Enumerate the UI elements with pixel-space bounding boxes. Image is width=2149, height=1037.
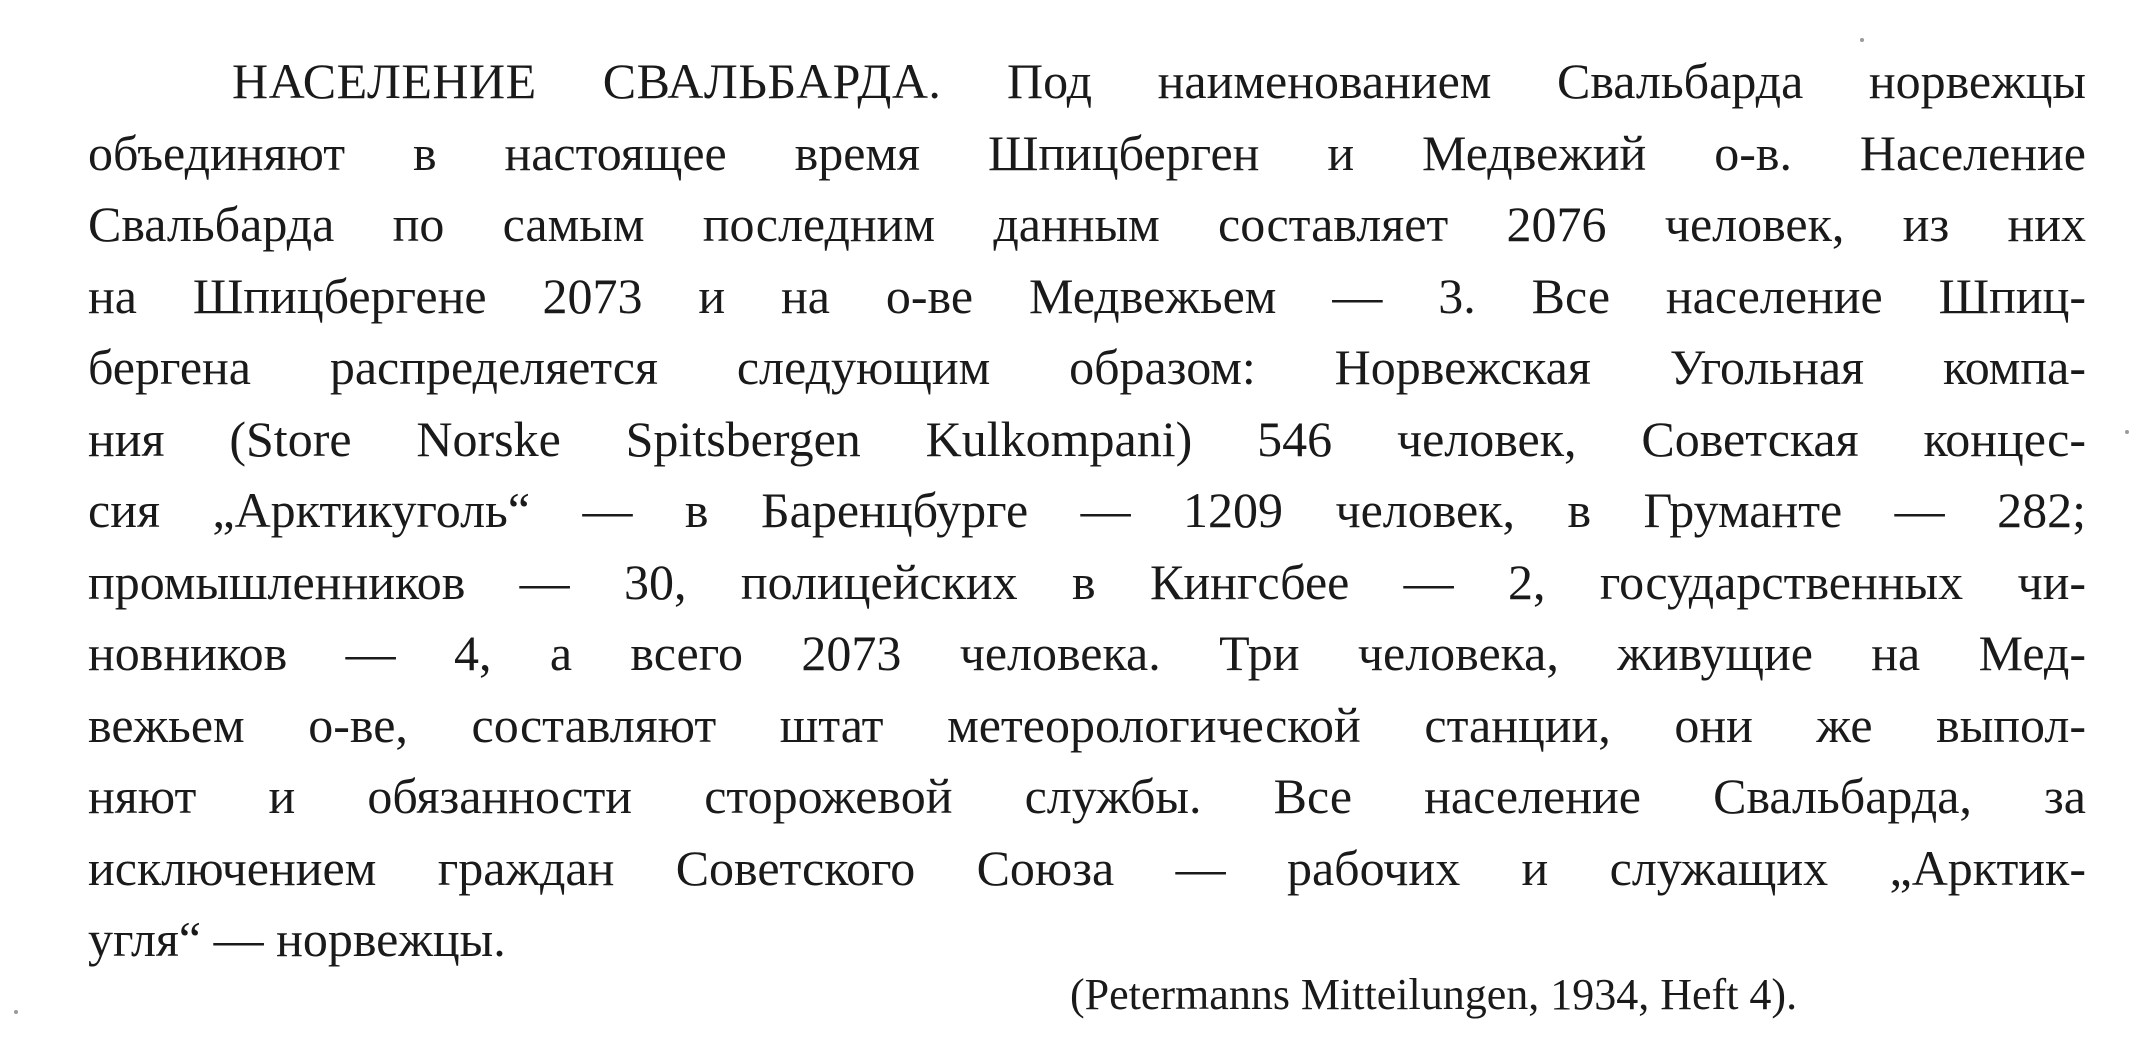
article-line: вежьем о-ве, составляют штат метеорологической станции, они же выпол- — [88, 696, 2086, 753]
paper-speck — [14, 1010, 18, 1014]
paper-speck — [1860, 38, 1864, 42]
paper-speck — [2125, 430, 2129, 434]
article-line: промышленников — 30, полицейских в Кингсбее — 2, государственных чи- — [88, 553, 2086, 610]
article-line: ния (Store Norske Spitsbergen Kulkompani) 546 человек, Советская концес- — [88, 410, 2086, 467]
article-body — [88, 46, 2086, 976]
article-line: исключением граждан Советского Союза — рабочих и служащих „Арктик- — [88, 839, 2086, 896]
article-line: угля“ — норвежцы. — [88, 911, 506, 967]
article-line: объединяют в настоящее время Шпицберген и Медвежий о-в. Население — [88, 124, 2086, 181]
article-line: новников — 4, а всего 2073 человека. Три человека, живущие на Мед- — [88, 625, 2086, 681]
article-line: сия „Арктикуголь“ — в Баренцбурге — 1209 человек, в Груманте — 282; — [88, 482, 2086, 538]
article-line: няют и обязанности сторожевой службы. Все население Свальбарда, за — [88, 768, 2086, 824]
article-line-text: Под наименованием Свальбарда норвежцы — [1007, 53, 2087, 109]
article-heading: НАСЕЛЕНИЕ СВАЛЬБАРДА. — [232, 53, 942, 109]
article-line — [88, 46, 2086, 118]
source-citation: (Petermanns Mitteilungen, 1934, Heft 4). — [1070, 970, 1798, 1019]
article-line: Свальбарда по самым последним данным составляет 2076 человек, из них — [88, 196, 2086, 252]
article-line: бергена распределяется следующим образом: Норвежская Угольная компа- — [88, 339, 2086, 395]
article-line: на Шпицбергене 2073 и на о-ве Медвежьем — 3. Все население Шпиц- — [88, 267, 2086, 324]
